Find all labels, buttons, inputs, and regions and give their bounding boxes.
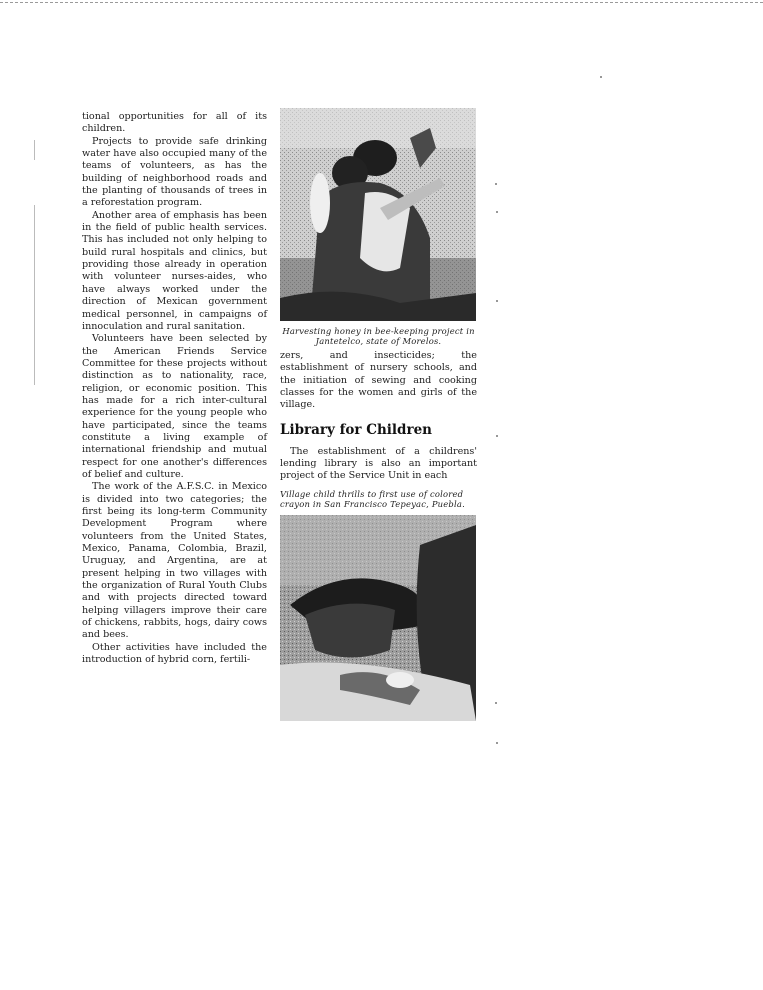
paragraph: The work of the A.F.S.C. in Mexico is divided into two categories; the first being its long-term Community Development Program where volunteers from the United States, Mexico, Panama, Colombia, Brazil, Uruguay, and Argentina, are at present helping in two villages with the organization of Rural Youth Clubs and with projects directed toward helping villagers improve their care of chickens, rabbits, hogs, dairy cows and bees. bbox=[82, 481, 267, 641]
right-text-block bbox=[280, 446, 477, 483]
scan-speck bbox=[496, 435, 498, 437]
paragraph: Other activities have included the introduction of hybrid corn, fertili- bbox=[82, 641, 267, 666]
scan-speck bbox=[495, 183, 497, 185]
paragraph: tional opportunities for all of its children. bbox=[82, 111, 267, 135]
margin-mark bbox=[34, 140, 35, 160]
section-heading: Library for Children bbox=[280, 421, 432, 438]
scan-speck bbox=[495, 702, 497, 704]
photo-caption: Harvesting honey in bee-keeping project in Jantetelco, state of Morelos. bbox=[282, 326, 475, 346]
left-text-column bbox=[82, 111, 267, 666]
scan-speck bbox=[496, 211, 498, 213]
paragraph: Projects to provide safe drinking water have also occupied many of the teams of volunteers, as has the building of neighborhood roads and the planting of thousands of trees in a reforestation program. bbox=[82, 135, 267, 209]
paragraph: Another area of emphasis has been in the field of public health services. This has included not only helping to build rural hospitals and clinics, but providing those already in operation with volunteer nurses-aides, who have always worked under the direction of Mexican government medical personnel, in campaigns of innoculation and rural sanitation. bbox=[82, 209, 267, 332]
photo-caption: Village child thrills to first use of colored crayon in San Francisco Tepeyac, Puebla. bbox=[280, 488, 465, 509]
page-top-border bbox=[0, 2, 763, 3]
scan-speck bbox=[496, 742, 498, 744]
right-text-block bbox=[280, 350, 477, 412]
paragraph: Volunteers have been selected by the American Friends Service Committee for these projects without distinction as to nationality, race, religion, or economic position. This has made for a rich inter-cultural experience for the young people who have participated, since the teams constitute a living example of international friendship and mutual respect for one another's differences of belief and culture. bbox=[82, 333, 267, 480]
paragraph: zers, and insecticides; the establishment of nursery schools, and the initiation of sewing and cooking classes for the women and girls of the village. bbox=[280, 350, 477, 411]
photo-bee-keeping bbox=[280, 108, 476, 321]
paragraph: The establishment of a childrens' lending library is also an important project of the Service Unit in each bbox=[280, 445, 477, 482]
scan-speck bbox=[600, 76, 602, 78]
margin-mark bbox=[34, 205, 35, 385]
photo-village-child bbox=[280, 515, 476, 721]
scan-speck bbox=[496, 300, 498, 302]
right-column bbox=[280, 108, 477, 721]
